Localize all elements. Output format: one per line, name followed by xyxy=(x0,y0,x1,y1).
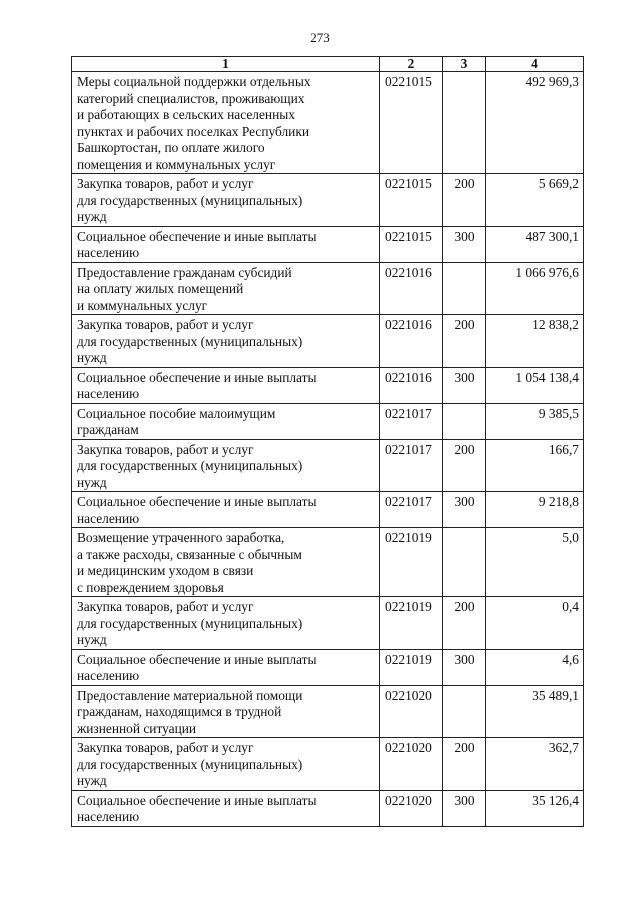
table-row xyxy=(72,403,584,439)
row-type-cell: 200 xyxy=(443,315,486,368)
row-name-cell: Социальное обеспечение и иные выплаты населению xyxy=(72,790,380,826)
row-type-cell: 200 xyxy=(443,174,486,227)
row-amount-cell: 487 300,1 xyxy=(486,226,584,262)
table-row xyxy=(72,226,584,262)
table-row xyxy=(72,72,584,174)
row-type-cell xyxy=(443,685,486,738)
row-code-cell: 0221020 xyxy=(380,790,443,826)
table-row xyxy=(72,528,584,597)
row-amount-cell: 35 489,1 xyxy=(486,685,584,738)
table-row xyxy=(72,439,584,492)
row-code-cell: 0221016 xyxy=(380,262,443,315)
page-number: 273 xyxy=(310,30,330,45)
table-row xyxy=(72,174,584,227)
budget-table xyxy=(71,56,584,827)
row-code-cell: 0221020 xyxy=(380,685,443,738)
table-row xyxy=(72,492,584,528)
row-type-cell: 300 xyxy=(443,226,486,262)
row-name-cell: Предоставление материальной помощи гражданам, находящимся в трудной жизненной ситуации xyxy=(72,685,380,738)
row-code-cell: 0221020 xyxy=(380,738,443,791)
table-row xyxy=(72,315,584,368)
table-row xyxy=(72,790,584,826)
table-body xyxy=(72,72,584,827)
table-row xyxy=(72,367,584,403)
table-row xyxy=(72,685,584,738)
row-amount-cell: 9 218,8 xyxy=(486,492,584,528)
row-type-cell: 200 xyxy=(443,597,486,650)
row-amount-cell: 0,4 xyxy=(486,597,584,650)
row-code-cell: 0221019 xyxy=(380,597,443,650)
row-type-cell: 300 xyxy=(443,649,486,685)
row-type-cell: 300 xyxy=(443,367,486,403)
row-code-cell: 0221016 xyxy=(380,315,443,368)
row-amount-cell: 1 054 138,4 xyxy=(486,367,584,403)
row-name-cell: Социальное обеспечение и иные выплаты населению xyxy=(72,367,380,403)
row-code-cell: 0221015 xyxy=(380,174,443,227)
row-amount-cell: 492 969,3 xyxy=(486,72,584,174)
row-code-cell: 0221019 xyxy=(380,649,443,685)
row-name-cell: Возмещение утраченного заработка, а также расходы, связанные с обычным и медицинским уходом в связи с повреждением здоровья xyxy=(72,528,380,597)
row-code-cell: 0221015 xyxy=(380,72,443,174)
column-header-3: 3 xyxy=(443,57,486,72)
column-header-2: 2 xyxy=(380,57,443,72)
row-name-cell: Социальное обеспечение и иные выплаты населению xyxy=(72,649,380,685)
row-type-cell: 200 xyxy=(443,738,486,791)
row-name-cell: Социальное пособие малоимущим гражданам xyxy=(72,403,380,439)
row-name-cell: Закупка товаров, работ и услуг для государственных (муниципальных) нужд xyxy=(72,439,380,492)
row-name-cell: Закупка товаров, работ и услуг для государственных (муниципальных) нужд xyxy=(72,597,380,650)
row-type-cell: 200 xyxy=(443,439,486,492)
row-name-cell: Закупка товаров, работ и услуг для государственных (муниципальных) нужд xyxy=(72,738,380,791)
row-amount-cell: 12 838,2 xyxy=(486,315,584,368)
row-amount-cell: 1 066 976,6 xyxy=(486,262,584,315)
table-header xyxy=(72,57,584,72)
row-type-cell: 300 xyxy=(443,492,486,528)
row-code-cell: 0221017 xyxy=(380,492,443,528)
row-amount-cell: 4,6 xyxy=(486,649,584,685)
table-row xyxy=(72,597,584,650)
row-name-cell: Социальное обеспечение и иные выплаты населению xyxy=(72,226,380,262)
row-type-cell xyxy=(443,403,486,439)
row-amount-cell: 35 126,4 xyxy=(486,790,584,826)
row-code-cell: 0221017 xyxy=(380,403,443,439)
row-code-cell: 0221016 xyxy=(380,367,443,403)
table-row xyxy=(72,649,584,685)
table-row xyxy=(72,738,584,791)
row-code-cell: 0221015 xyxy=(380,226,443,262)
row-name-cell: Меры социальной поддержки отдельных категорий специалистов, проживающих и работающих в сельских населенных пунктах и рабочих поселках Республики Башкортостан, по оплате жилого помещения и коммунальных услуг xyxy=(72,72,380,174)
column-header-1: 1 xyxy=(72,57,380,72)
row-type-cell xyxy=(443,528,486,597)
row-amount-cell: 362,7 xyxy=(486,738,584,791)
row-code-cell: 0221017 xyxy=(380,439,443,492)
row-name-cell: Закупка товаров, работ и услуг для государственных (муниципальных) нужд xyxy=(72,174,380,227)
row-code-cell: 0221019 xyxy=(380,528,443,597)
row-type-cell: 300 xyxy=(443,790,486,826)
row-amount-cell: 166,7 xyxy=(486,439,584,492)
row-amount-cell: 9 385,5 xyxy=(486,403,584,439)
column-header-4: 4 xyxy=(486,57,584,72)
row-amount-cell: 5 669,2 xyxy=(486,174,584,227)
row-type-cell xyxy=(443,262,486,315)
row-type-cell xyxy=(443,72,486,174)
table-row xyxy=(72,262,584,315)
row-name-cell: Закупка товаров, работ и услуг для государственных (муниципальных) нужд xyxy=(72,315,380,368)
row-name-cell: Социальное обеспечение и иные выплаты населению xyxy=(72,492,380,528)
row-name-cell: Предоставление гражданам субсидий на оплату жилых помещений и коммунальных услуг xyxy=(72,262,380,315)
header-row xyxy=(72,57,584,72)
row-amount-cell: 5,0 xyxy=(486,528,584,597)
